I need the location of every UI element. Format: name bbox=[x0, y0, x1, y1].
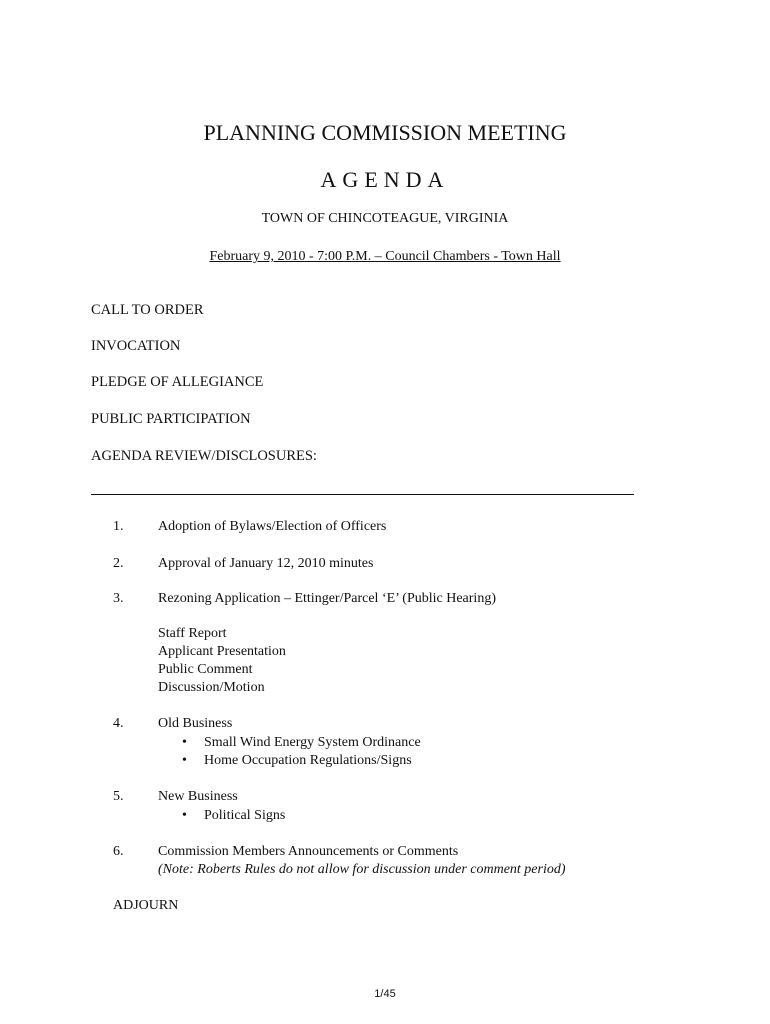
item-text: Approval of January 12, 2010 minutes bbox=[158, 556, 374, 571]
sub-item: Staff Report bbox=[158, 626, 227, 641]
section-pledge: PLEDGE OF ALLEGIANCE bbox=[91, 374, 264, 390]
section-invocation: INVOCATION bbox=[91, 338, 181, 354]
section-call-to-order: CALL TO ORDER bbox=[91, 302, 204, 318]
section-public-participation: PUBLIC PARTICIPATION bbox=[91, 411, 251, 427]
sub-item: Public Comment bbox=[158, 662, 253, 677]
page-number: 1/45 bbox=[374, 988, 396, 1000]
item-number: 3. bbox=[113, 591, 124, 606]
item-text: Old Business bbox=[158, 716, 233, 731]
town-name: TOWN OF CHINCOTEAGUE, VIRGINIA bbox=[261, 211, 509, 226]
bullet-icon: • bbox=[182, 735, 187, 750]
sub-item: Discussion/Motion bbox=[158, 680, 265, 695]
item-text: Adoption of Bylaws/Election of Officers bbox=[158, 519, 387, 534]
item-text: Commission Members Announcements or Comments bbox=[158, 844, 459, 859]
meeting-title: PLANNING COMMISSION MEETING bbox=[203, 120, 567, 145]
item-note: (Note: Roberts Rules do not allow for discussion under comment period) bbox=[158, 862, 566, 877]
horizontal-rule bbox=[91, 494, 634, 495]
item-number: 6. bbox=[113, 844, 124, 859]
item-number: 1. bbox=[113, 519, 124, 534]
adjourn-label: ADJOURN bbox=[113, 898, 179, 913]
item-text: New Business bbox=[158, 789, 238, 804]
bullet-item: Home Occupation Regulations/Signs bbox=[204, 753, 412, 768]
section-agenda-review: AGENDA REVIEW/DISCLOSURES: bbox=[91, 448, 317, 464]
sub-item: Applicant Presentation bbox=[158, 644, 286, 659]
item-text: Rezoning Application – Ettinger/Parcel ‘E’ (Public Hearing) bbox=[158, 591, 496, 606]
item-number: 5. bbox=[113, 789, 124, 804]
meeting-dateline bbox=[0, 248, 770, 266]
bullet-item: Small Wind Energy System Ordinance bbox=[204, 735, 421, 750]
dateline-text: February 9, 2010 - 7:00 P.M. – Council Chambers - Town Hall bbox=[209, 249, 561, 264]
bullet-icon: • bbox=[182, 753, 187, 768]
item-number: 2. bbox=[113, 556, 124, 571]
bullet-item: Political Signs bbox=[204, 808, 286, 823]
bullet-icon: • bbox=[182, 808, 187, 823]
item-number: 4. bbox=[113, 716, 124, 731]
agenda-heading: AGENDA bbox=[320, 167, 450, 192]
